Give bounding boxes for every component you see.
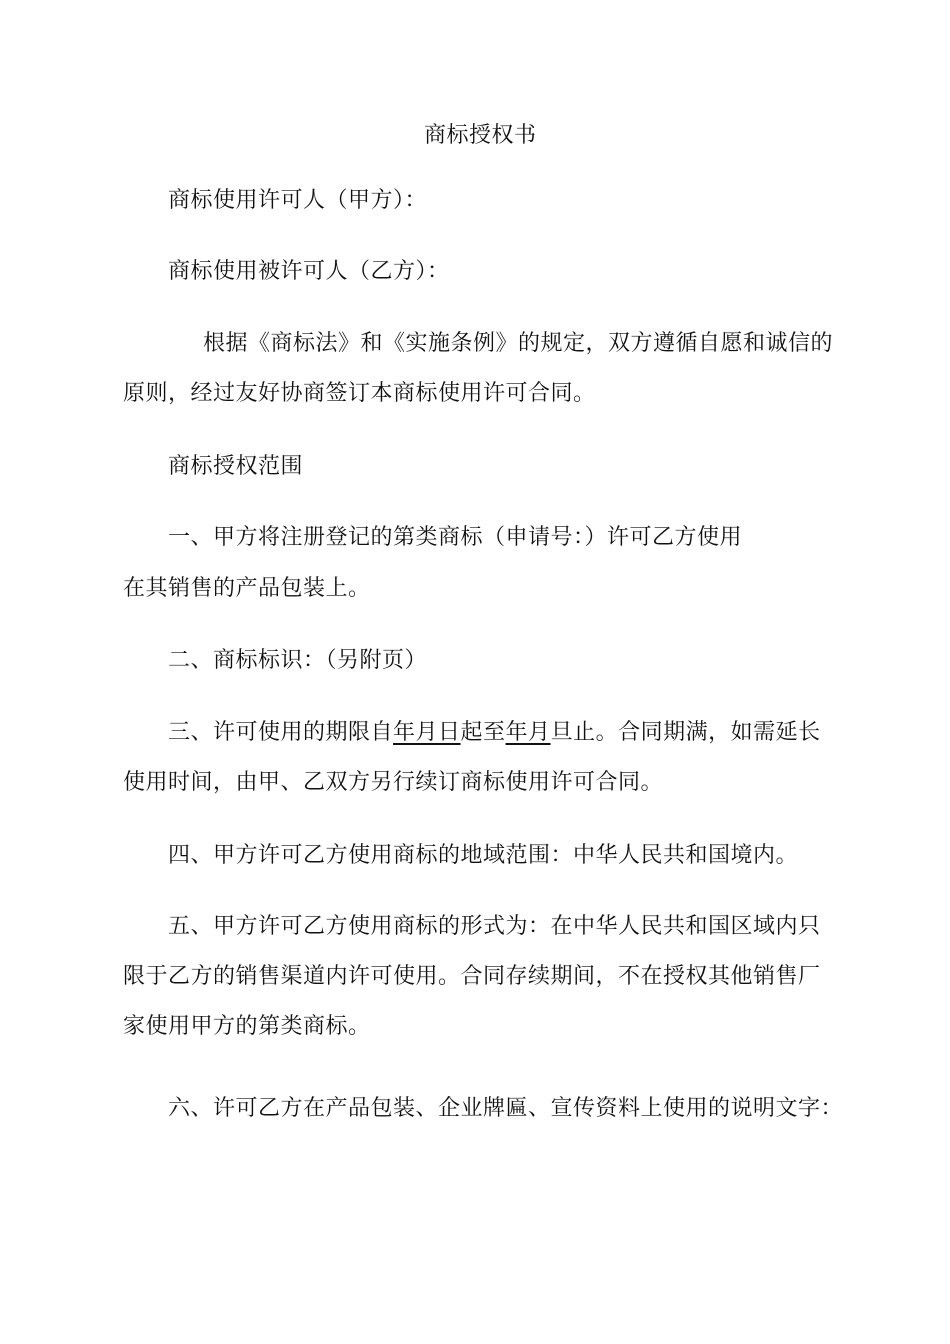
item3-text-a: 三、许可使用的期限自 xyxy=(168,720,394,745)
item4-line: 四、甲方许可乙方使用商标的地域范围：中华人民共和国境内。 xyxy=(168,843,799,868)
item6-line: 六、许可乙方在产品包装、企业牌匾、宣传资料上使用的说明文字： xyxy=(168,1096,844,1121)
item3-text-b: 起至 xyxy=(460,720,506,745)
intro-line-2: 原则，经过友好协商签订本商标使用许可合同。 xyxy=(123,381,596,406)
licensee-line: 商标使用被许可人（乙方）： xyxy=(168,259,450,284)
item3-start-date: 年月日 xyxy=(393,720,461,745)
item5-line-3: 家使用甲方的第类商标。 xyxy=(123,1014,371,1039)
item3-line-1 xyxy=(0,719,950,747)
document-title: 商标授权书 xyxy=(424,123,537,148)
licensor-line: 商标使用许可人（甲方）： xyxy=(168,188,428,213)
intro-line-1: 根据《商标法》和《实施条例》的规定，双方遵循自愿和诚信的 xyxy=(203,331,834,356)
item2-line: 二、商标标识：（另附页） xyxy=(168,648,428,673)
item5-line-2: 限于乙方的销售渠道内许可使用。合同存续期间，不在授权其他销售厂 xyxy=(123,964,821,989)
item1-line-1: 一、甲方将注册登记的第类商标（申请号：）许可乙方使用 xyxy=(168,525,743,550)
item3-end-date: 年月 xyxy=(505,720,551,745)
item5-line-1: 五、甲方许可乙方使用商标的形式为：在中华人民共和国区域内只 xyxy=(168,914,821,939)
item3-line-2: 使用时间，由甲、乙双方另行续订商标使用许可合同。 xyxy=(123,770,664,795)
item1-line-2: 在其销售的产品包装上。 xyxy=(123,576,371,601)
item3-text-c: 旦止。合同期满，如需延长 xyxy=(550,720,821,745)
scope-heading: 商标授权范围 xyxy=(168,454,304,479)
